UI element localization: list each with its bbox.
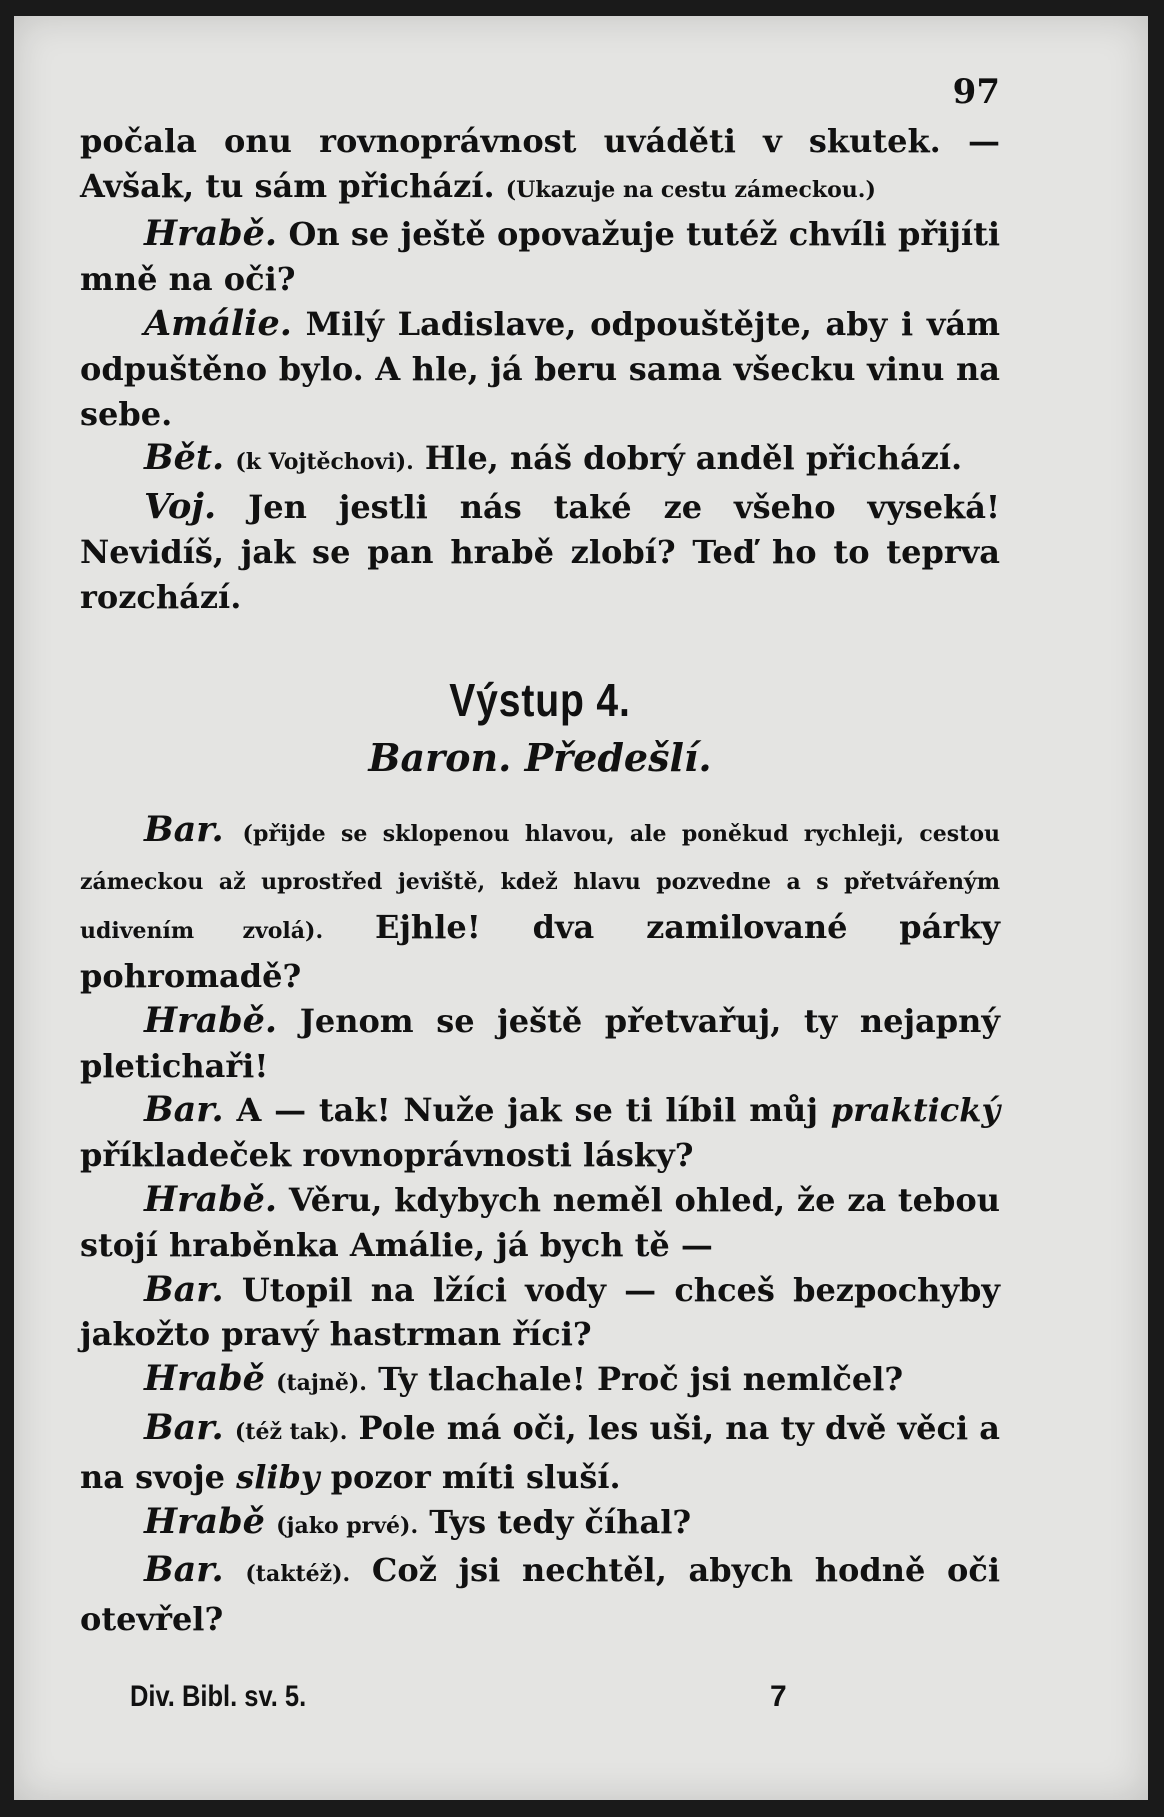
page-number: 97 [952, 72, 1000, 112]
stage-direction: (k Vojtěchovi). [235, 449, 414, 476]
paragraph-narration [80, 119, 1000, 213]
dialogue-text: příkladeček rovnoprávnosti lásky? [80, 1136, 694, 1175]
stage-direction: (taktéž). [245, 1561, 351, 1588]
speaker-name: Hrabě [144, 1500, 265, 1542]
dialogue-hrabe [80, 212, 1000, 302]
speaker-name: Amálie. [144, 302, 292, 344]
footer-sheet-number: 7 [770, 1680, 787, 1713]
dialogue-text: A — tak! Nuže jak se ti líbil můj [236, 1091, 818, 1130]
dialogue-amalie [80, 302, 1000, 436]
dialogue-text: pozor míti sluší. [330, 1457, 621, 1496]
emphasis-text: sliby [236, 1457, 320, 1496]
speaker-name: Hrabě [144, 1358, 265, 1400]
speaker-name: Hrabě. [144, 1178, 278, 1220]
dialogue-bar [80, 1548, 1000, 1642]
stage-direction: (přijde se sklopenou hlavou, ale poněkud rychleji, cestou zámeckou až uprostřed jeviště, kdež hlavu pozvedne a s přetvářeným udivením zvolá). [80, 820, 1001, 945]
dialogue-text: Milý Ladislave, odpouštějte, aby i vám odpuštěno bylo. A hle, já beru sama všecku vinu na sebe. [80, 304, 1000, 433]
dialogue-bet [80, 436, 1000, 485]
stage-direction: (jako prvé). [276, 1512, 419, 1539]
dialogue-hrabe [80, 999, 1000, 1089]
speaker-name: Hrabě. [144, 999, 278, 1041]
speaker-name: Bar. [144, 808, 224, 850]
speaker-name: Bar. [144, 1089, 224, 1131]
dialogue-bar [80, 1088, 1000, 1178]
page-content [80, 70, 1000, 1642]
footer-signature: Div. Bibl. sv. 5. [130, 1680, 307, 1713]
dialogue-text: Což jsi nechtěl, abych hodně oči otevřel? [80, 1551, 1000, 1639]
speaker-name: Bar. [144, 1268, 224, 1310]
dialogue-text: Ty tlachale! Proč jsi nemlčel? [378, 1360, 904, 1399]
dialogue-bar [80, 808, 1000, 999]
speaker-name: Voj. [144, 486, 217, 528]
dialogue-hrabe [80, 1357, 1000, 1406]
stage-direction: (Ukazuje na cestu zámeckou.) [505, 176, 876, 203]
book-page [14, 16, 1148, 1800]
dialogue-text: Věru, kdybych neměl ohled, že za tebou stojí hraběnka Amálie, já bych tě — [80, 1180, 1001, 1264]
dialogue-text: Pole má oči, les uši, na ty dvě věci a na svoje [80, 1408, 1001, 1496]
dialogue-hrabe [80, 1500, 1000, 1549]
dialogue-bar [80, 1406, 1000, 1500]
dialogue-text: Jen jestli nás také ze všeho vyseká! Nevidíš, jak se pan hrabě zlobí? Teď ho to teprva rozchází. [80, 488, 1001, 616]
speaker-name: Hrabě. [144, 213, 278, 255]
line-text: počala onu rovnoprávnost uváděti v skutek. — Avšak, tu sám přichází. [80, 121, 1000, 205]
speaker-name: Bar. [144, 1406, 224, 1448]
dialogue-voj [80, 485, 1000, 619]
stage-direction: (tajně). [276, 1370, 367, 1397]
dialogue-text: Jenom se ještě přetvařuj, ty nejapný pletichaři! [80, 1001, 1001, 1085]
dialogue-bar [80, 1268, 1000, 1358]
dialogue-hrabe [80, 1178, 1000, 1268]
dialogue-text: Ejhle! dva zamilované párky pohromadě? [80, 908, 1001, 995]
dialogue-text: Tys tedy číhal? [429, 1502, 692, 1541]
speaker-name: Bar. [144, 1549, 224, 1591]
stage-direction: (též tak). [234, 1418, 348, 1445]
dialogue-text: On se ještě opovažuje tutéž chvíli přijíti mně na oči? [80, 215, 1001, 299]
dialogue-text: Utopil na lžíci vody — chceš bezpochyby jakožto pravý hastrman říci? [80, 1270, 1001, 1354]
speaker-name: Bět. [144, 437, 225, 479]
emphasis-text: praktický [830, 1091, 1001, 1130]
scene-characters: Baron. Předešlí. [368, 734, 712, 780]
scene-title: Výstup 4. [449, 673, 631, 726]
dialogue-text: Hle, náš dobrý anděl přichází. [424, 439, 963, 478]
